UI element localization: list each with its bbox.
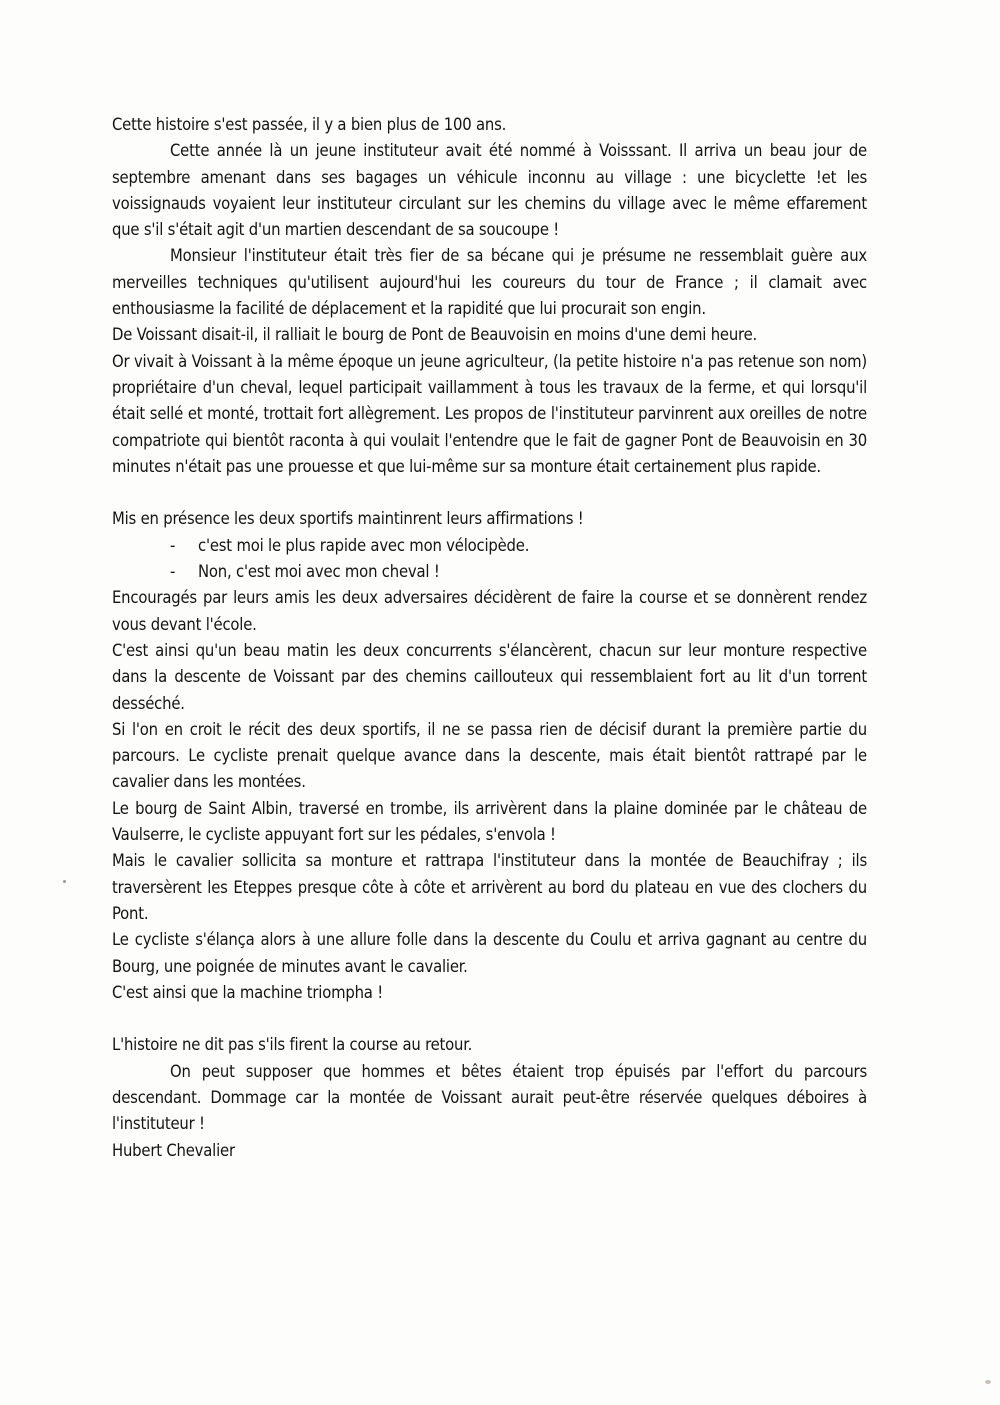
- paragraph-bicycle-pride: Monsieur l'instituteur était très fier de sa bécane qui je présume ne ressemblait guère aux merveilles techniques qu'utilisent aujourd'hui les coureurs du tour de France ; il clamait avec enthousiasme la facilité de déplacement et la rapidité que lui procurait son engin.: [112, 246, 867, 319]
- dialogue-list: [112, 533, 867, 586]
- intro-line: Cette histoire s'est passée, il y a bien plus de 100 ans.: [112, 115, 507, 134]
- paragraph-arrival: Cette année là un jeune instituteur avait été nommé à Voisssant. Il arriva un beau jour de septembre amenant dans ses bagages un véhicule inconnu au village : une bicyclette !et les voissignauds voyaient leur instituteur circulant sur les chemins du village avec le même effarement que s'il s'était agit d'un martien descendant de sa soucoupe !: [112, 141, 867, 240]
- scan-speck: [985, 1380, 991, 1384]
- paragraph-conclusion: On peut supposer que hommes et bêtes étaient trop épuisés par l'effort du parcours descendant. Dommage car la montée de Voissant aurait peut-être réservée quelques déboires à l'instituteur !: [112, 1061, 867, 1134]
- dialogue-text: Non, c'est moi avec mon cheval !: [198, 562, 440, 582]
- dash-bullet: -: [170, 535, 176, 555]
- dialogue-item: [112, 559, 867, 585]
- paragraph-saint-albin: Le bourg de Saint Albin, traversé en trombe, ils arrivèrent dans la plaine dominée par le château de Vaulserre, le cycliste appuyant fort sur les pédales, s'envola !: [112, 798, 867, 845]
- paragraph-start: C'est ainsi qu'un beau matin les deux concurrents s'élancèrent, chacun sur leur monture respective dans la descente de Voissant par des chemins caillouteux qui ressemblaient fort au lit d'un torrent desséché.: [112, 640, 867, 713]
- paragraph-farmer: Or vivait à Voissant à la même époque un jeune agriculteur, (la petite histoire n'a pas retenue son nom) propriétaire d'un cheval, lequel participait vaillamment à tous les travaux de la ferme, et qui lorsqu'il était sellé et monté, trottait fort allègrement. Les propos de l'instituteur parvinrent aux oreilles de notre compatriote qui bientôt raconta à qui voulait l'entendre que le fait de gagner Pont de Beauvoisin en 30 minutes n'était pas une prouesse et que lui-même sur sa monture était certainement plus rapide.: [112, 351, 867, 476]
- paragraph-triumph: C'est ainsi que la machine triompha !: [112, 982, 383, 1002]
- blank-line: [112, 480, 867, 506]
- document-page: [112, 112, 867, 1164]
- paragraph-beauchifray: Mais le cavalier sollicita sa monture et rattrapa l'instituteur dans la montée de Beauchifray ; ils traversèrent les Eteppes presque côte à côte et arrivèrent au bord du plateau en vue des clochers du Pont.: [112, 851, 867, 923]
- signature: Hubert Chevalier: [112, 1140, 235, 1160]
- dash-bullet: -: [170, 562, 176, 582]
- paragraph-rendezvous: Encouragés par leurs amis les deux adversaires décidèrent de faire la course et se donnèrent rendez vous devant l'école.: [112, 588, 867, 634]
- dialogue-item: [112, 533, 867, 559]
- blank-line: [112, 1006, 867, 1032]
- paragraph-return: L'histoire ne dit pas s'ils firent la course au retour.: [112, 1035, 473, 1055]
- paragraph-finish: Le cycliste s'élança alors à une allure folle dans la descente du Coulu et arriva gagnant au centre du Bourg, une poignée de minutes avant le cavalier.: [112, 930, 867, 976]
- paragraph-challenge: Mis en présence les deux sportifs maintinrent leurs affirmations !: [112, 509, 584, 529]
- paragraph-claim: De Voissant disait-il, il ralliait le bourg de Pont de Beauvoisin en moins d'une demi heure.: [112, 325, 758, 345]
- dialogue-text: c'est moi le plus rapide avec mon vélocipède.: [198, 535, 530, 555]
- paragraph-first-part: Si l'on en croit le récit des deux sportifs, il ne se passa rien de décisif durant la première partie du parcours. Le cycliste prenait quelque avance dans la descente, mais était bientôt rattrapé par le cavalier dans les montées.: [112, 719, 867, 792]
- scan-speck: [63, 880, 66, 883]
